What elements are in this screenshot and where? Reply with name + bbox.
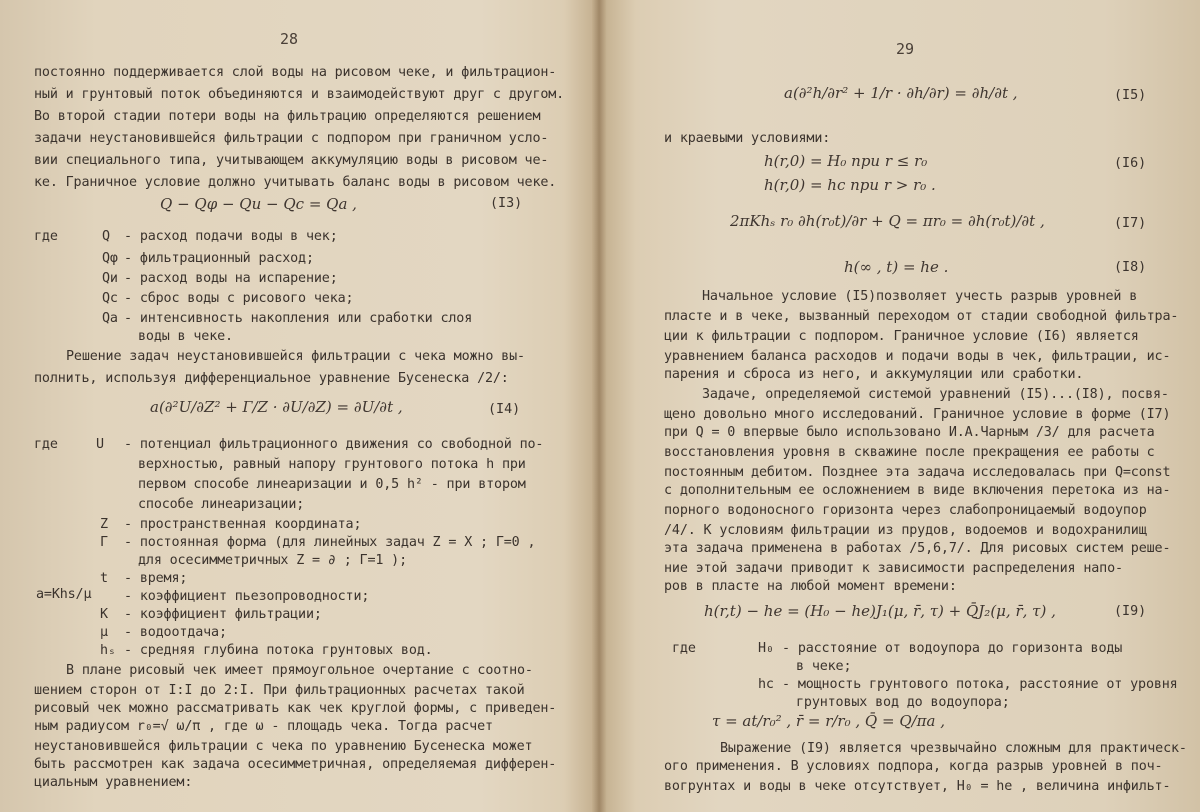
equation-number: (I7) — [1114, 216, 1147, 231]
def-symbol: Qи — [102, 271, 118, 286]
def-text: в чеке; — [796, 659, 852, 674]
equation-16-line1: h(r,0) = H₀ при r ≤ r₀ — [764, 152, 928, 170]
text-line: при Q = 0 впервые было использовано И.А.Чарным /3/ для расчета — [664, 425, 1155, 440]
equation-number: (I5) — [1114, 88, 1147, 103]
def-text: - расход подачи воды в чек; — [124, 229, 338, 244]
def-text: - коэффициент фильтрации; — [124, 607, 322, 622]
def-symbol: μ — [100, 625, 108, 640]
equation-13: Q − Qφ − Qи − Qс = Qа , — [160, 195, 357, 213]
def-text: - расход воды на испарение; — [124, 271, 338, 286]
def-symbol: Qφ — [102, 251, 118, 266]
def-symbol: a=Khs/μ — [36, 587, 92, 602]
text-line: уравнением баланса расходов и подачи воды в чек, фильтрации, ис- — [664, 349, 1171, 364]
def-text: - постоянная форма (для линейных задач Z = X ; Г=0 , — [124, 535, 536, 550]
def-text: - водоотдача; — [124, 625, 227, 640]
def-text: верхностью, равный напору грунтового потока h при — [138, 457, 526, 472]
def-text: - фильтрационный расход; — [124, 251, 314, 266]
text-line: Начальное условие (I5)позволяет учесть разрыв уровней в — [702, 289, 1138, 304]
def-text: грунтовых вод до водоупора; — [796, 695, 1010, 710]
text-line: ции к фильтрации с подпором. Граничное условие (I6) является — [664, 329, 1139, 344]
def-symbol: Z — [100, 517, 108, 532]
def-symbol: Q — [102, 229, 110, 244]
def-symbol: K — [100, 607, 108, 622]
equation-16-line2: h(r,0) = hс при r > r₀ . — [764, 176, 936, 194]
def-text: - время; — [124, 571, 188, 586]
def-text: воды в чеке. — [138, 329, 233, 344]
text-line: Во второй стадии потери воды на фильтрацию определяются решением — [34, 109, 541, 124]
text-line: ого применения. В условиях подпора, когда разрыв уровней в поч- — [664, 759, 1163, 774]
right-page — [606, 0, 1200, 812]
text-line: неустановившейся фильтрации с чека по уравнению Бусенеска может — [34, 739, 533, 754]
equation-17: 2πKhₛ r₀ ∂h(r₀t)/∂r + Q = πr₀ = ∂h(r₀t)/∂t , — [730, 212, 1045, 230]
text-line: ров в пласте на любой момент времени: — [664, 579, 957, 594]
text-line: шением сторон от I:I до 2:I. При фильтрационных расчетах такой — [34, 683, 525, 698]
equation-number: (I8) — [1114, 260, 1147, 275]
text-line: ный и грунтовый поток объединяются и взаимодействуют друг с другом. — [34, 87, 565, 102]
def-text: - потенциал фильтрационного движения со свободной по- — [124, 437, 544, 452]
def-text: - средняя глубина потока грунтовых вод. — [124, 643, 433, 658]
text-line: Задаче, определяемой системой уравнений (I5)...(I8), посвя- — [702, 387, 1169, 402]
text-line: постоянным дебитом. Позднее эта задача исследовалась при Q=const — [664, 465, 1171, 480]
text-line: В плане рисовый чек имеет прямоугольное очертание с соотно- — [66, 663, 533, 678]
where-label: где — [34, 437, 58, 452]
equation-18: h(∞ , t) = hе . — [844, 258, 949, 276]
def-text: - мощность грунтового потока, расстояние от уровня — [782, 677, 1178, 692]
text-line: Выражение (I9) является чрезвычайно сложным для практическ- — [720, 741, 1187, 756]
text-line: рисовый чек можно рассматривать как чек круглой формы, с приведен- — [34, 701, 557, 716]
text-line: ке. Граничное условие должно учитывать баланс воды в рисовом чеке. — [34, 175, 557, 190]
text-line: парения и сброса из него, и аккумуляции или сработки. — [664, 367, 1084, 382]
equation-14: a(∂²U/∂Z² + Г/Z · ∂U/∂Z) = ∂U/∂t , — [150, 398, 403, 416]
def-text: - расстояние от водоупора до горизонта воды — [782, 641, 1123, 656]
text-line: ным радиусом r₀=√ ω/π , где ω - площадь чека. Тогда расчет — [34, 719, 493, 734]
def-symbol: Г — [100, 535, 108, 550]
where-label: где — [34, 229, 58, 244]
text-line: восстановления уровня в скважине после прекращения ее работы с — [664, 445, 1155, 460]
equation-19: h(r,t) − hе = (H₀ − hе)J₁(μ, r̄, τ) + Q̄J₂(μ, r̄, τ) , — [704, 602, 1056, 620]
page-number: 28 — [280, 30, 299, 48]
def-text: способе линеаризации; — [138, 497, 305, 512]
where-label: где — [672, 641, 696, 656]
def-text: для осесимметричных Z = ∂ ; Г=1 ); — [138, 553, 408, 568]
text-line: ние этой задачи приводит к зависимости распределения напо- — [664, 561, 1123, 576]
def-text: - сброс воды с рисового чека; — [124, 291, 354, 306]
def-text: - интенсивность накопления или сработки слоя — [124, 311, 473, 326]
equation-number: (I4) — [488, 402, 521, 417]
text-line: эта задача применена в работах /5,6,7/. Для рисовых систем реше- — [664, 541, 1171, 556]
text-line: порного водоносного горизонта через слабопроницаемый водоупор — [664, 503, 1147, 518]
text-line: циальным уравнением: — [34, 775, 193, 790]
text-line: и краевыми условиями: — [664, 131, 831, 146]
page-number: 29 — [896, 40, 915, 58]
text-line: задачи неустановившейся фильтрации с подпором при граничном усло- — [34, 131, 549, 146]
equation-number: (I3) — [490, 196, 523, 211]
text-line: Решение задач неустановившейся фильтрации с чека можно вы- — [66, 349, 525, 364]
def-symbol: U — [96, 437, 104, 452]
equation-params: τ = at/r₀² , r̄ = r/r₀ , Q̄ = Q/πa , — [712, 712, 946, 730]
def-symbol: H₀ — [758, 641, 774, 656]
text-line: пласте и в чеке, вызванный переходом от стадии свободной фильтра- — [664, 309, 1179, 324]
text-line: /4/. К условиям фильтрации из прудов, водоемов и водохранилищ — [664, 523, 1147, 538]
def-text: - пространственная координата; — [124, 517, 362, 532]
def-symbol: Qа — [102, 311, 118, 326]
def-text: - коэффициент пьезопроводности; — [124, 589, 370, 604]
text-line: вогрунтах и воды в чеке отсутствует, H₀ = hе , величина инфильт- — [664, 779, 1171, 794]
equation-number: (I9) — [1114, 604, 1147, 619]
left-page — [0, 0, 594, 812]
text-line: быть рассмотрен как задача осесимметричная, определяемая дифферен- — [34, 757, 557, 772]
text-line: с дополнительным ее осложнением в виде включения перетока из на- — [664, 483, 1171, 498]
def-text: первом способе линеаризации и 0,5 h² - при втором — [138, 477, 526, 492]
equation-15: a(∂²h/∂r² + 1/r · ∂h/∂r) = ∂h/∂t , — [784, 84, 1018, 102]
book-spine — [592, 0, 606, 812]
def-symbol: hс — [758, 677, 774, 692]
text-line: щено довольно много исследований. Граничное условие в форме (I7) — [664, 407, 1171, 422]
equation-number: (I6) — [1114, 156, 1147, 171]
text-line: полнить, используя дифференциальное уравнение Бусенеска /2/: — [34, 371, 509, 386]
def-symbol: Qс — [102, 291, 118, 306]
text-line: вии специального типа, учитывающем аккумуляцию воды в рисовом че- — [34, 153, 549, 168]
def-symbol: t — [100, 571, 108, 586]
text-line: постоянно поддерживается слой воды на рисовом чеке, и фильтрацион- — [34, 65, 557, 80]
def-symbol: hₛ — [100, 643, 116, 658]
